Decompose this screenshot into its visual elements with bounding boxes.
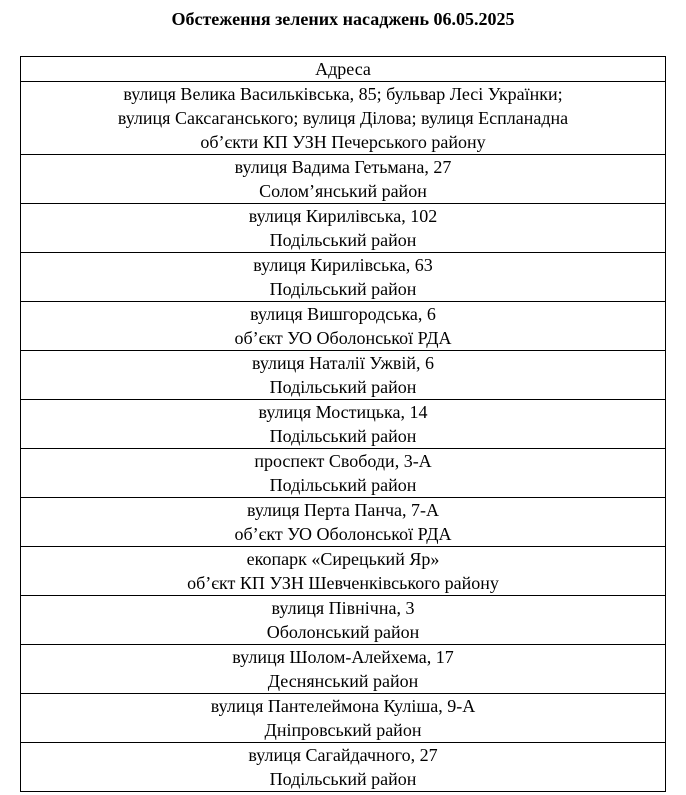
address-line: вулиця Наталії Ужвій, 6 bbox=[251, 353, 435, 373]
address-line: вулиця Вишгородська, 6 bbox=[250, 304, 436, 324]
address-line: вулиця Саксаганського; вулиця Ділова; вулиця Еспланадна bbox=[117, 108, 569, 128]
address-line: Дніпровський район bbox=[264, 720, 422, 740]
address-line: Солом’янський район bbox=[259, 181, 427, 201]
address-cell bbox=[21, 694, 666, 743]
address-line: вулиця Сагайдачного, 27 bbox=[248, 745, 438, 765]
address-line: Деснянський район bbox=[267, 671, 419, 691]
table-row bbox=[21, 204, 666, 253]
address-cell bbox=[21, 498, 666, 547]
address-cell bbox=[21, 351, 666, 400]
address-line: об’єкт КП УЗН Шевченківського району bbox=[187, 573, 499, 593]
address-line: об’єкт УО Оболонської РДА bbox=[234, 524, 452, 544]
address-cell bbox=[21, 400, 666, 449]
address-cell bbox=[21, 645, 666, 694]
address-line: об’єкт УО Оболонської РДА bbox=[234, 328, 452, 348]
address-line: об’єкти КП УЗН Печерського району bbox=[200, 132, 486, 152]
table-row bbox=[21, 645, 666, 694]
table-row bbox=[21, 400, 666, 449]
address-cell bbox=[21, 547, 666, 596]
address-line: вулиця Пантелеймона Куліша, 9-А bbox=[210, 696, 476, 716]
address-cell bbox=[21, 302, 666, 351]
address-cell bbox=[21, 82, 666, 155]
address-cell bbox=[21, 743, 666, 792]
table-row bbox=[21, 449, 666, 498]
address-line: вулиця Кирилівська, 63 bbox=[253, 255, 433, 275]
table-row bbox=[21, 302, 666, 351]
table-row bbox=[21, 253, 666, 302]
address-line: вулиця Північна, 3 bbox=[271, 598, 415, 618]
table-row bbox=[21, 498, 666, 547]
column-header-address: Адреса bbox=[21, 57, 666, 82]
address-line: вулиця Вадима Гетьмана, 27 bbox=[234, 157, 452, 177]
table-row bbox=[21, 743, 666, 792]
address-line: Подільський район bbox=[269, 279, 417, 299]
address-line: екопарк «Сирецький Яр» bbox=[246, 549, 440, 569]
table-header-row bbox=[21, 57, 666, 82]
table-row bbox=[21, 694, 666, 743]
table-row bbox=[21, 155, 666, 204]
address-cell bbox=[21, 204, 666, 253]
table-row bbox=[21, 547, 666, 596]
address-line: Подільський район bbox=[269, 475, 417, 495]
address-line: вулиця Мостицька, 14 bbox=[258, 402, 428, 422]
table-row bbox=[21, 596, 666, 645]
address-line: вулиця Шолом-Алейхема, 17 bbox=[232, 647, 454, 667]
table-body bbox=[21, 82, 666, 792]
address-line: Подільський район bbox=[269, 426, 417, 446]
address-line: вулиця Кирилівська, 102 bbox=[248, 206, 438, 226]
address-line: вулиця Перта Панча, 7-А bbox=[246, 500, 440, 520]
address-line: Подільський район bbox=[269, 769, 417, 789]
address-cell bbox=[21, 596, 666, 645]
table-row bbox=[21, 82, 666, 155]
address-cell bbox=[21, 253, 666, 302]
address-line: вулиця Велика Васильківська, 85; бульвар Лесі Українки; bbox=[123, 84, 563, 104]
address-line: Оболонський район bbox=[266, 622, 420, 642]
address-table bbox=[20, 56, 666, 792]
address-line: Подільський район bbox=[269, 377, 417, 397]
address-line: проспект Свободи, 3-А bbox=[254, 451, 432, 471]
address-line: Подільський район bbox=[269, 230, 417, 250]
address-cell bbox=[21, 155, 666, 204]
address-cell bbox=[21, 449, 666, 498]
table-row bbox=[21, 351, 666, 400]
document-title: Обстеження зелених насаджень 06.05.2025 bbox=[171, 9, 515, 29]
